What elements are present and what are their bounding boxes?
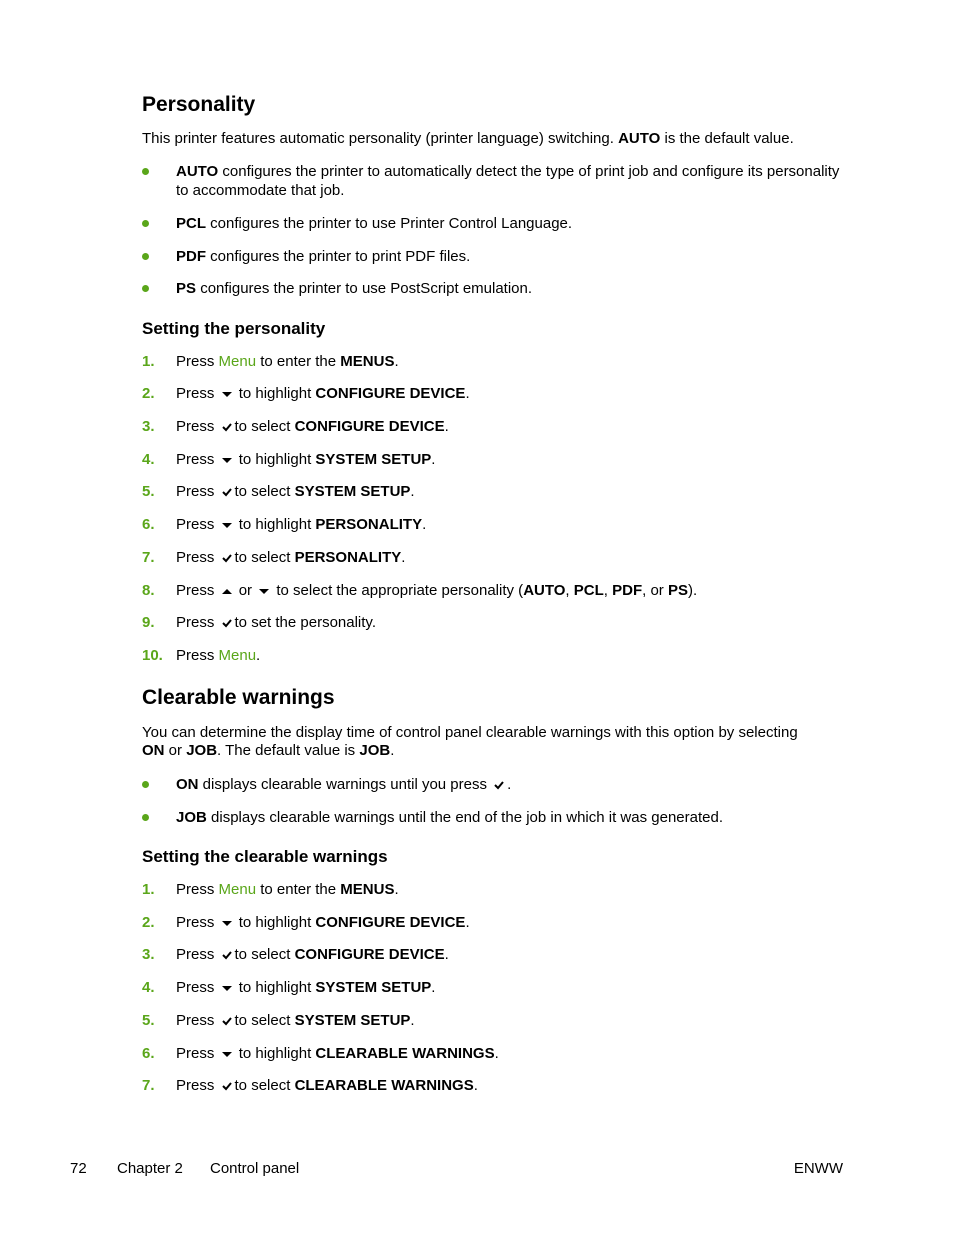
down-arrow-icon (221, 918, 233, 928)
bullet-icon (142, 285, 149, 292)
down-arrow-icon (221, 983, 233, 993)
down-arrow-icon (221, 455, 233, 465)
subheading-setting-clearable-warnings: Setting the clearable warnings (142, 847, 388, 866)
clearable-intro: You can determine the display time of control panel clearable warnings with this option by selecting ON or JOB. The default value is JOB. (142, 724, 798, 759)
footer-chapter: Chapter 2 (117, 1160, 183, 1177)
checkmark-icon (221, 1081, 233, 1091)
bullet-icon (142, 781, 149, 788)
down-arrow-icon (221, 520, 233, 530)
section-heading-clearable-warnings: Clearable warnings (142, 686, 335, 709)
menu-button-ref: Menu (218, 881, 257, 898)
checkmark-icon (221, 950, 233, 960)
bullet-icon (142, 814, 149, 821)
footer-section: Control panel (210, 1160, 300, 1177)
section-heading-personality: Personality (142, 93, 256, 116)
bullet-icon (142, 168, 149, 175)
bullet-icon (142, 253, 149, 260)
subheading-setting-personality: Setting the personality (142, 319, 326, 338)
footer-code: ENWW (793, 1160, 843, 1177)
bullet-icon (142, 220, 149, 227)
checkmark-icon (221, 553, 233, 563)
checkmark-icon (221, 618, 233, 628)
personality-intro: This printer features automatic personality (printer language) switching. AUTO is the default value. (142, 130, 794, 147)
down-arrow-icon (221, 1049, 233, 1059)
checkmark-icon (221, 487, 233, 497)
footer-page-number: 72 (70, 1160, 87, 1177)
checkmark-icon (221, 1016, 233, 1026)
menu-button-ref: Menu (218, 647, 257, 664)
down-arrow-icon (258, 586, 270, 596)
checkmark-icon (493, 780, 505, 790)
menu-button-ref: Menu (218, 353, 257, 370)
up-arrow-icon (221, 586, 233, 596)
down-arrow-icon (221, 389, 233, 399)
checkmark-icon (221, 422, 233, 432)
